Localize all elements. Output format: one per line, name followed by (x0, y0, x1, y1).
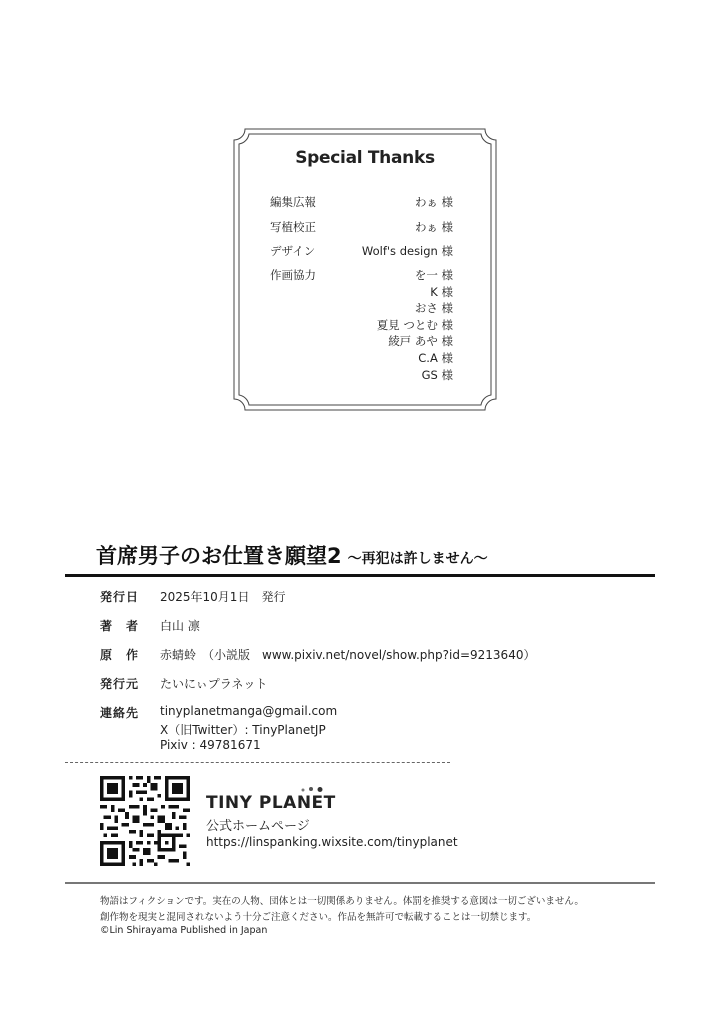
homepage-url-link[interactable]: https://linspanking.wixsite.com/tinyplanet (206, 835, 458, 849)
credit-name-art-assist-6: C.A 様 (418, 351, 453, 365)
copyright-line: ©Lin Shirayama Published in Japan (100, 925, 268, 936)
value-author: 白山 凛 (160, 619, 200, 633)
credit-name-design: Wolf's design 様 (361, 244, 453, 258)
book-title (96, 540, 488, 570)
credit-name-editing: わぁ 様 (414, 195, 453, 209)
book-subtitle: ～再犯は許しません～ (347, 551, 488, 567)
tiny-planet-logo: TINY PLANET (206, 793, 336, 813)
credit-name-proofing: わぁ 様 (414, 220, 453, 234)
dashed-divider (65, 762, 450, 763)
credit-name-art-assist-1: を一 様 (414, 268, 453, 282)
credit-name-art-assist-5: 綾戸 あや 様 (388, 334, 453, 348)
value-original: 赤蜻蛉 （小説版 www.pixiv.net/novel/show.php?id=9213640） (160, 648, 536, 662)
value-publisher: たいにぃプラネット (160, 677, 268, 691)
value-contact-email: tinyplanetmanga@gmail.com (160, 704, 338, 718)
footer-divider (65, 882, 655, 884)
value-contact-pixiv: Pixiv : 49781671 (160, 738, 261, 752)
credit-name-art-assist-4: 夏見 つとむ 様 (376, 318, 453, 332)
credit-role-proofing: 写植校正 (270, 220, 316, 234)
qr-code[interactable] (100, 776, 190, 866)
credit-name-art-assist-2: K 様 (430, 285, 453, 299)
credit-name-art-assist-3: おさ 様 (414, 301, 453, 315)
title-underline (65, 574, 655, 577)
disclaimer-line-1: 物語はフィクションです。実在の人物、団体とは一切関係ありません。体罰を推奨する意図は一切ございません。 (100, 896, 584, 907)
credit-role-editing: 編集広報 (270, 195, 316, 209)
label-contact: 連絡先 (100, 706, 140, 720)
label-publisher: 発行元 (100, 677, 140, 691)
credit-role-design: デザイン (270, 244, 316, 258)
disclaimer-line-2: 創作物を現実と混同されないよう十分ご注意ください。作品を無許可で転載することは一切禁じます。 (100, 912, 537, 923)
value-publish-date: 2025年10月1日 発行 (160, 590, 286, 604)
label-publish-date: 発行日 (100, 590, 140, 604)
special-thanks-title: Special Thanks (295, 148, 435, 168)
value-contact-x: X（旧Twitter）: TinyPlanetJP (160, 723, 326, 737)
credit-name-art-assist-7: GS 様 (421, 368, 453, 382)
credit-role-art-assist: 作画協力 (270, 268, 316, 282)
label-author: 著 者 (100, 619, 140, 633)
book-main-title: 首席男子のお仕置き願望2 (96, 544, 342, 568)
homepage-label: 公式ホームページ (206, 819, 310, 834)
label-original: 原 作 (100, 648, 140, 662)
